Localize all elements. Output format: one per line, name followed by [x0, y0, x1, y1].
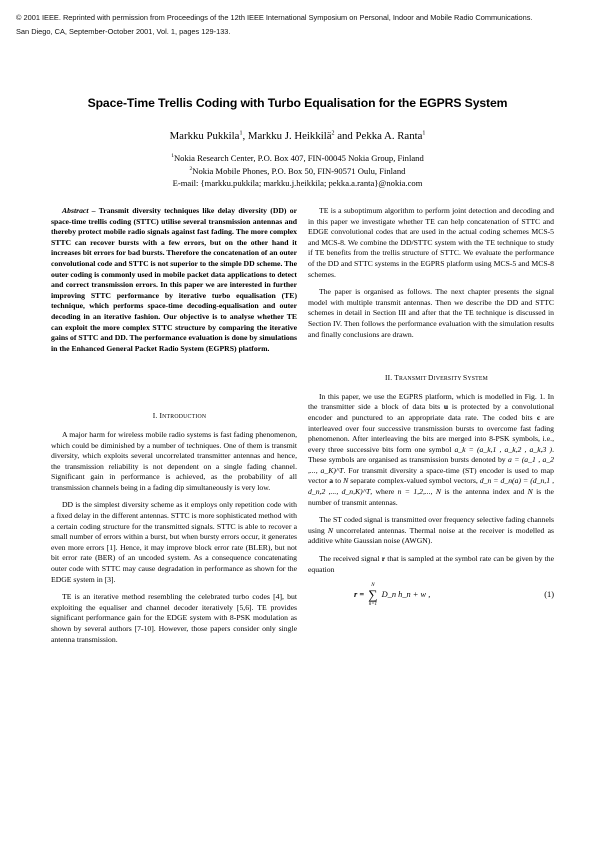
author-list: Markku Pukkila$^1$, Markku J. Heikkilä$^2$ and Pekka A. Ranta$^1$: [169, 130, 426, 142]
left-column: [51, 206, 297, 652]
copyright-line-2: San Diego, CA, September-October 2001, Vol. 1, pages 129-133.: [16, 27, 231, 36]
author-mark: 1: [171, 153, 174, 159]
paper-title: Space-Time Trellis Coding with Turbo Equalisation for the EGPRS System: [87, 96, 508, 110]
author-name: Pekka A. Ranta: [355, 130, 423, 142]
affiliation-2: $^2$Nokia Mobile Phones, P.O. Box 50, FIN-90571 Oulu, Finland: [189, 166, 406, 177]
abstract-text: Transmit diversity techniques like delay diversity (DD) or space-time trellis coding (STTC) utilise several transmission antennas and thereby protect mobile radio signals against fast fading. The more complex STTC can recover bursts with a few errors, but on the other hand it increases bit errors for bad bursts. Therefore the concatenation of an outer convolutional code and STTC is not superior to the simple DD scheme. The outer coding is commonly used in mobile packet data applications to detect and correct transmission errors. In this paper we are interested in further improving STTC performance by iterative turbo equalisation (TE) technique, which performs space-time decoding-equalisation and outer decoding in an iterative fashion. Our objective is to analyse whether TE can exploit the more complex STTC structure by comparing the iterative gains of STTC and DD. The performance evaluation is done by simulations in the Enhanced General Packet Radio System (EGPRS) platform.: [51, 206, 298, 353]
abstract-lead: Abstract –: [62, 206, 96, 215]
paragraph: The received signal r that is sampled at the symbol rate can be given by the equation: [308, 554, 554, 574]
paragraph: A major harm for wireless mobile radio systems is fast fading phenomenon, which could be diminished by a number of techniques. One of them is transmit diversity, which exploits several uncorrelated transmitter antennas and hence, the transmission reliability is not dependent on a single fading channel. Significant gain in performance is achieved, as the probability of all transmission channels being in a fading dip simultaneously is very low.: [51, 429, 297, 492]
paragraph: TE is a suboptimum algorithm to perform joint detection and decoding and in this paper we investigate whether TE can help concatenation of STTC and EDGE convolutional codes that are used in the actual coding schemes MCS-5 and MCS-8. We combine the DD/STTC system with the TE technique to study if TE benefits from the trellis structure of STTC. We evaluate the performance of the DD and STTC systems in the EGPRS platform using MCS-5 and MCS-8 schemes.: [308, 206, 554, 279]
abstract: [51, 206, 297, 354]
equation-1: [308, 582, 554, 608]
copyright-line-1: © 2001 IEEE. Reprinted with permission from Proceedings of the 12th IEEE International Symposium on Personal, Indoor and Mobile Radio Communications.: [16, 13, 533, 22]
burst-expression: a = (a_1 , a_2 ,..., a_K)^T: [308, 455, 555, 475]
summation-symbol: N ∑ n=1: [368, 583, 378, 608]
equation-body: r = N ∑ n=1 D_n h_n + w ,: [354, 583, 431, 608]
author-mark: 1: [422, 130, 426, 137]
author-emails: E-mail: {markku.pukkila; markku.j.heikkila; pekka.a.ranta}@nokia.com: [172, 177, 423, 188]
paragraph: The paper is organised as follows. The next chapter presents the signal model with multiple transmit antennas. Then we describe the DD and STTC schemes in detail in Section III and after that the TE technique is discussed in Section IV. Then follows the performance evaluation with the simulation results and finally conclusions are drawn.: [308, 287, 554, 339]
affiliations: [40, 151, 555, 189]
section-heading-introduction: I. INTRODUCTION: [152, 411, 207, 421]
paragraph: The ST coded signal is transmitted over frequency selective fading channels using N uncorrelated antennas. Thermal noise at the receiver is modelled as additive white Gaussian noise (AWGN).: [308, 515, 554, 546]
symbol-vector-expression: d_n = d_n(a) = (d_n,1 , d_n,2 ,..., d_n,K)^T: [308, 476, 555, 497]
paragraph: In this paper, we use the EGPRS platform, which is modelled in Fig. 1. In the transmitter side a block of data bits u is protected by a convolutional encoder and punctured to an appropriate data rate. The coded bits c are interleaved over four successive transmission bursts to overcome fast fading phenomenon. After interleaving the bits are merged into 8-PSK symbols, i.e., every three successive bits form one symbol a_k = (a_k,1 , a_k,2 , a_k,3 ). These symbols are organised as transmission bursts denoted by a = (a_1 , a_2 ,..., a_K)^T. For transmit diversity a space-time (ST) encoder is used to map vector a to N separate complex-valued symbol vectors, d_n = d_n(a) = (d_n,1 , d_n,2 ,..., d_n,K)^T, where n = 1,2,..., N is the antenna index and N is the number of transmit antennas.: [308, 391, 555, 507]
author-mark: 2: [331, 130, 335, 137]
author-mark: 2: [189, 166, 193, 173]
author-name: Markku Pukkila: [169, 130, 240, 142]
affiliation-1: $^1$Nokia Research Center, P.O. Box 407, FIN-00045 Nokia Group, Finland: [171, 152, 424, 163]
paragraph: TE is an iterative method resembling the celebrated turbo codes [4], but exploiting the equaliser and channel decoder iteratively [5,6]. TE provides significant performance gain for the EDGE system with 8-PSK modulation as shown by several authors [7-10]. However, those papers consider only single antenna transmission.: [51, 592, 297, 644]
right-column: [308, 206, 554, 608]
copyright-notice: [16, 11, 586, 39]
symbol-expression: a_k = (a_k,1 , a_k,2 , a_k,3 ): [454, 444, 553, 454]
paragraph: DD is the simplest diversity scheme as it employs only repetition code with a fixed delay in the different antennas. STTC is more sophisticated method with a certain coding structure for the transmitted signals. STTC is able to recover a small number of errors within a burst, but when bursty errors occur, it generates even more errors [1]. Hence, it may improve block error rate (BLER), but not bit error rate (BER) of an uncoded system. As a consequence concatenating outer code with STTC may cause degradation in performance as shown for the EDGE system in [3].: [51, 500, 298, 584]
author-mark: 1: [239, 130, 243, 137]
equation-number: (1): [544, 589, 554, 599]
section-heading-transmit-diversity: II. TRANSMIT DIVERSITY SYSTEM: [384, 373, 488, 383]
author-name: Markku J. Heikkilä: [247, 130, 332, 142]
antenna-index-range: n = 1,2,..., N: [397, 487, 442, 497]
